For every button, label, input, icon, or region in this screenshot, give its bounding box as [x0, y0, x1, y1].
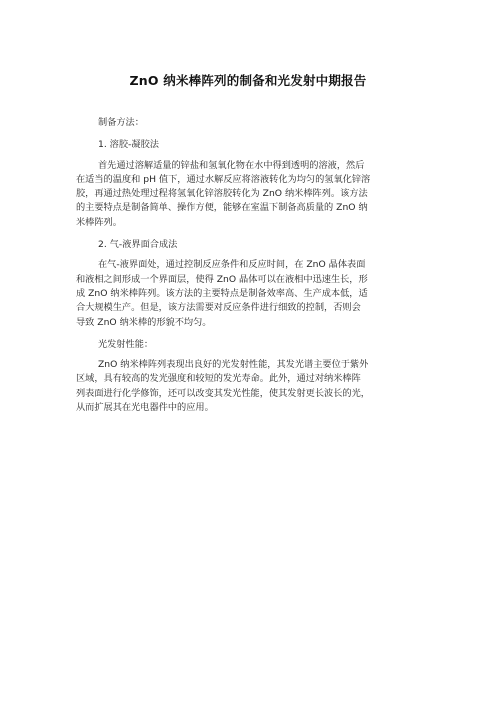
method1-heading: 1. 溶胶-凝胶法: [98, 139, 159, 151]
paragraph-line: 首先通过溶解适量的锌盐和氢氧化物在水中得到透明的溶液，然后: [98, 159, 365, 171]
paragraph-line: 在气-液界面处，通过控制反应条件和反应时间，在 ZnO 晶体表面: [98, 259, 366, 271]
paragraph-line: 的主要特点是制备简单、操作方便，能够在室温下制备高质量的 ZnO 纳: [76, 202, 368, 214]
emission-paragraph: [76, 358, 432, 415]
paragraph-line: 胶，再通过热处理过程将氢氧化锌溶胶转化为 ZnO 纳米棒阵列。该方法: [76, 188, 368, 200]
methods-heading: 制备方法：: [98, 117, 144, 128]
paragraph-line: 和液相之间形成一个界面层，使得 ZnO 晶体可以在液相中迅速生长，形: [76, 273, 368, 285]
method1-paragraph: [76, 159, 432, 230]
method2-paragraph: [76, 258, 432, 329]
paragraph-line: 列表面进行化学修饰，还可以改变其发光性能，使其发射更长波长的光，: [76, 387, 370, 399]
document-title: ZnO 纳米棒阵列的制备和光发射中期报告: [129, 73, 367, 88]
document-body: [76, 116, 432, 415]
paragraph-line: ZnO 纳米棒阵列表现出良好的光发射性能，其发光谱主要位于紫外: [98, 359, 369, 371]
paragraph-line: 成 ZnO 纳米棒阵列。该方法的主要特点是制备效率高、生产成本低，适: [76, 287, 368, 299]
paragraph-line: 从而扩展其在光电器件中的应用。: [76, 402, 214, 414]
paragraph-line: 区域，具有较高的发光强度和较短的发光寿命。此外，通过对纳米棒阵: [76, 373, 361, 385]
emission-heading: 光发射性能：: [98, 338, 154, 350]
paragraph-line: 导致 ZnO 纳米棒的形貌不均匀。: [76, 316, 212, 328]
paragraph-line: 在适当的温度和 pH 值下，通过水解反应将溶液转化为均匀的氢氧化锌溶: [76, 173, 371, 185]
paragraph-line: 米棒阵列。: [76, 216, 122, 228]
method2-heading: 2. 气-液界面合成法: [98, 239, 178, 251]
paragraph-line: 合大规模生产。但是，该方法需要对反应条件进行细致的控制，否则会: [76, 302, 361, 314]
